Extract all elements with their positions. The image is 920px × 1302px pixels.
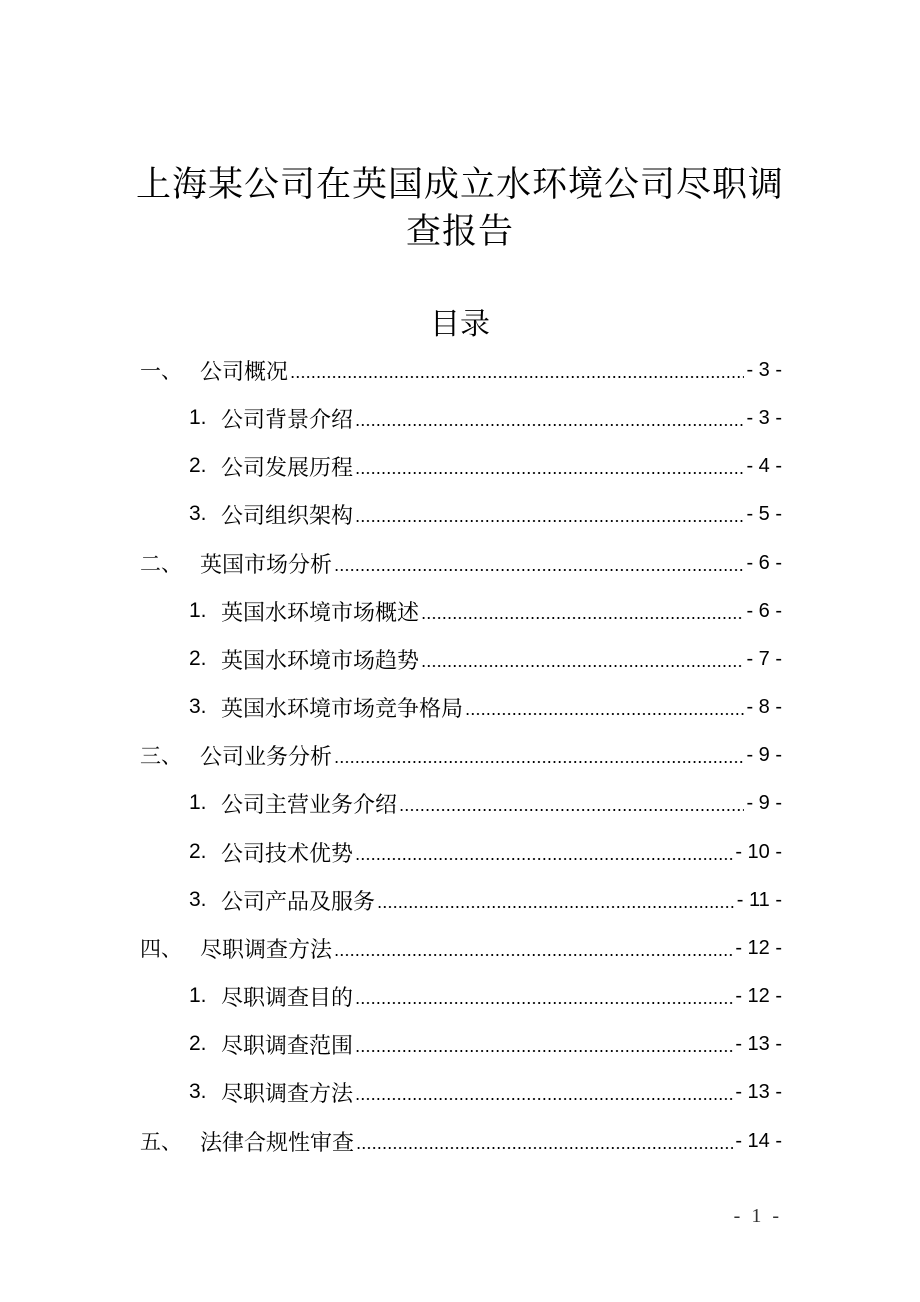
toc-leader-dots <box>421 617 744 619</box>
toc-subsection-4-1[interactable] <box>189 972 782 1020</box>
toc-section-3[interactable] <box>140 731 782 779</box>
toc-subsection-4-3[interactable] <box>189 1068 782 1116</box>
toc-page-number: - 7 - <box>746 647 782 670</box>
toc-leader-dots <box>356 1147 733 1149</box>
toc-page-number: - 3 - <box>746 406 782 429</box>
toc-number: 2. <box>189 840 207 863</box>
toc-section-1[interactable] <box>140 346 782 394</box>
toc-leader-dots <box>377 906 735 908</box>
toc-page-number: - 9 - <box>746 743 782 766</box>
toc-title: 英国市场分析 <box>200 552 333 578</box>
toc-number: 三、 <box>140 745 182 768</box>
toc-number: 2. <box>189 647 207 670</box>
toc-page-number: - 13 - <box>735 1032 782 1055</box>
toc-title: 英国水环境市场竞争格局 <box>221 696 464 722</box>
toc-section-2[interactable] <box>140 539 782 587</box>
toc-leader-dots <box>421 665 744 667</box>
toc-number: 一、 <box>140 360 182 383</box>
toc-number: 1. <box>189 599 207 622</box>
toc-subsection-1-2[interactable] <box>189 442 782 490</box>
page-footer-number: - 1 - <box>733 1205 782 1227</box>
toc-subsection-3-2[interactable] <box>189 828 782 876</box>
toc-title: 公司背景介绍 <box>221 407 354 433</box>
toc-page-number: - 9 - <box>746 791 782 814</box>
toc-title: 公司技术优势 <box>221 841 354 867</box>
toc-number: 2. <box>189 1032 207 1055</box>
toc-title: 公司概况 <box>200 359 289 385</box>
toc-leader-dots <box>465 713 744 715</box>
document-title-line-1: 上海某公司在英国成立水环境公司尽职调 <box>135 165 784 205</box>
toc-leader-dots <box>355 424 744 426</box>
toc-page-number: - 8 - <box>746 695 782 718</box>
toc-page-number: - 6 - <box>746 551 782 574</box>
toc-section-5[interactable] <box>140 1117 782 1165</box>
toc-subsection-2-2[interactable] <box>189 635 782 683</box>
toc-number: 1. <box>189 791 207 814</box>
toc-number: 2. <box>189 454 207 477</box>
toc-leader-dots <box>355 1002 733 1004</box>
toc-subsection-3-3[interactable] <box>189 876 782 924</box>
toc-leader-dots <box>334 569 744 571</box>
toc-page-number: - 10 - <box>735 840 782 863</box>
toc-number: 二、 <box>140 553 182 576</box>
toc-leader-dots <box>399 809 744 811</box>
toc-page-number: - 12 - <box>735 936 782 959</box>
toc-number: 五、 <box>140 1131 182 1154</box>
toc-number: 3. <box>189 1080 207 1103</box>
toc-number: 1. <box>189 984 207 1007</box>
toc-subsection-2-1[interactable] <box>189 587 782 635</box>
toc-title: 尽职调查方法 <box>221 1081 354 1107</box>
toc-subsection-1-3[interactable] <box>189 490 782 538</box>
toc-page-number: - 5 - <box>746 502 782 525</box>
toc-title: 尽职调查范围 <box>221 1033 354 1059</box>
toc-page-number: - 11 - <box>736 888 782 911</box>
toc-leader-dots <box>355 472 744 474</box>
toc-page-number: - 12 - <box>735 984 782 1007</box>
toc-subsection-2-3[interactable] <box>189 683 782 731</box>
toc-leader-dots <box>355 1098 733 1100</box>
toc-leader-dots <box>355 520 744 522</box>
toc-title: 英国水环境市场趋势 <box>221 648 420 674</box>
toc-title: 公司主营业务介绍 <box>221 792 398 818</box>
toc-title: 法律合规性审查 <box>200 1130 355 1156</box>
toc-leader-dots <box>355 858 733 860</box>
toc-title: 公司组织架构 <box>221 503 354 529</box>
toc-title: 尽职调查目的 <box>221 985 354 1011</box>
toc-number: 1. <box>189 406 207 429</box>
toc-number: 3. <box>189 695 207 718</box>
toc-subsection-1-1[interactable] <box>189 394 782 442</box>
toc-page-number: - 3 - <box>746 358 782 381</box>
toc-section-4[interactable] <box>140 924 782 972</box>
toc-page-number: - 4 - <box>746 454 782 477</box>
toc-title: 公司产品及服务 <box>221 889 376 915</box>
document-title-line-2: 查报告 <box>405 212 514 252</box>
toc-leader-dots <box>355 1050 733 1052</box>
toc-subsection-4-2[interactable] <box>189 1020 782 1068</box>
toc-leader-dots <box>334 761 744 763</box>
toc-number: 3. <box>189 888 207 911</box>
toc-title: 公司发展历程 <box>221 455 354 481</box>
toc-title: 公司业务分析 <box>200 744 333 770</box>
toc-title: 尽职调查方法 <box>200 937 333 963</box>
toc-leader-dots <box>290 376 744 378</box>
toc-heading: 目录 <box>430 307 490 342</box>
toc-leader-dots <box>334 954 733 956</box>
toc-number: 四、 <box>140 938 182 961</box>
toc-subsection-3-1[interactable] <box>189 779 782 827</box>
toc-title: 英国水环境市场概述 <box>221 600 420 626</box>
toc-page-number: - 6 - <box>746 599 782 622</box>
toc-number: 3. <box>189 502 207 525</box>
toc-page-number: - 13 - <box>735 1080 782 1103</box>
toc-page-number: - 14 - <box>735 1129 782 1152</box>
